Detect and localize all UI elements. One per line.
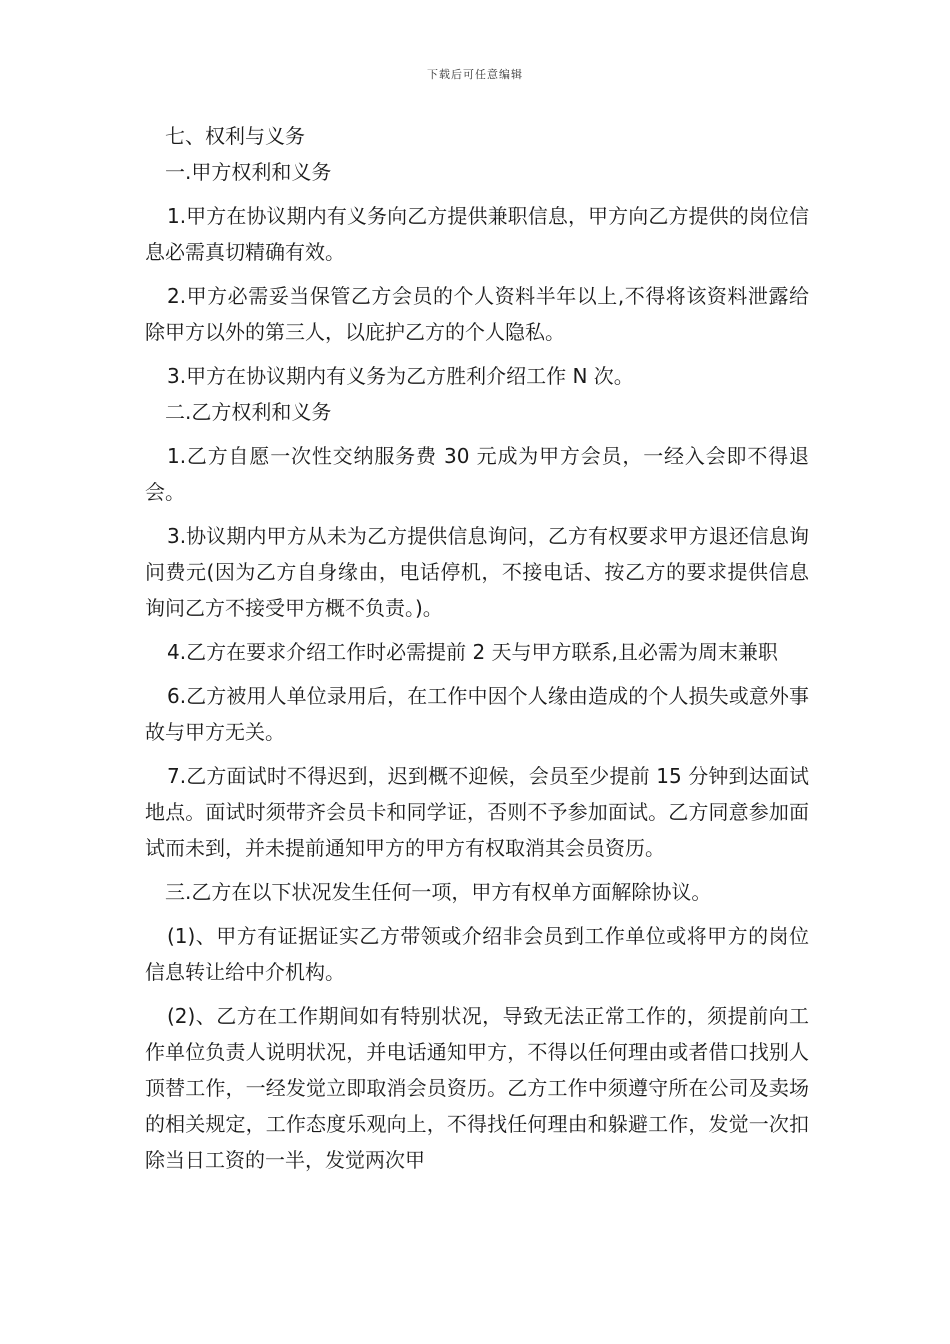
subsection-heading: 二.乙方权利和义务 [165,400,332,424]
clause-paragraph: 1.乙方自愿一次性交纳服务费 30 元成为甲方会员，一经入会即不得退会。 [145,444,809,504]
clause-paragraph: 3.协议期内甲方从未为乙方提供信息询问，乙方有权要求甲方退还信息询问费元(因为乙方自身缘由，电话停机，不接电话、按乙方的要求提供信息询问乙方不接受甲方概不负责。)。 [145,524,809,620]
clause-paragraph: 7.乙方面试时不得迟到，迟到概不迎候，会员至少提前 15 分钟到达面试地点。面试时须带齐会员卡和同学证，否则不予参加面试。乙方同意参加面试而未到，并未提前通知甲方的甲方有权取消其会员资历。 [145,764,809,860]
section-heading: 七、权利与义务 [165,124,305,148]
clause-paragraph: 6.乙方被用人单位录用后，在工作中因个人缘由造成的个人损失或意外事故与甲方无关。 [145,684,809,744]
clause-paragraph: 2.甲方必需妥当保管乙方会员的个人资料半年以上,不得将该资料泄露给除甲方以外的第三人，以庇护乙方的个人隐私。 [145,284,809,344]
clause-paragraph: (1)、甲方有证据证实乙方带领或介绍非会员到工作单位或将甲方的岗位信息转让给中介机构。 [145,924,809,984]
subsection-heading: 三.乙方在以下状况发生任何一项，甲方有权单方面解除协议。 [165,880,712,904]
clause-paragraph: 3.甲方在协议期内有义务为乙方胜利介绍工作 N 次。 [167,364,634,388]
page-header: 下载后可任意编辑 [427,68,523,81]
clause-paragraph: 1.甲方在协议期内有义务向乙方提供兼职信息，甲方向乙方提供的岗位信息必需真切精确有效。 [145,204,809,264]
document-body [145,118,809,1186]
clause-paragraph: (2)、乙方在工作期间如有特别状况，导致无法正常工作的，须提前向工作单位负责人说明状况，并电话通知甲方，不得以任何理由或者借口找别人顶替工作，一经发觉立即取消会员资历。乙方工作中须遵守所在公司及卖场的相关规定，工作态度乐观向上，不得找任何理由和躲避工作，发觉一次扣除当日工资的一半，发觉两次甲 [145,1004,809,1172]
subsection-heading: 一.甲方权利和义务 [165,160,332,184]
clause-paragraph: 4.乙方在要求介绍工作时必需提前 2 天与甲方联系,且必需为周末兼职 [167,640,778,664]
